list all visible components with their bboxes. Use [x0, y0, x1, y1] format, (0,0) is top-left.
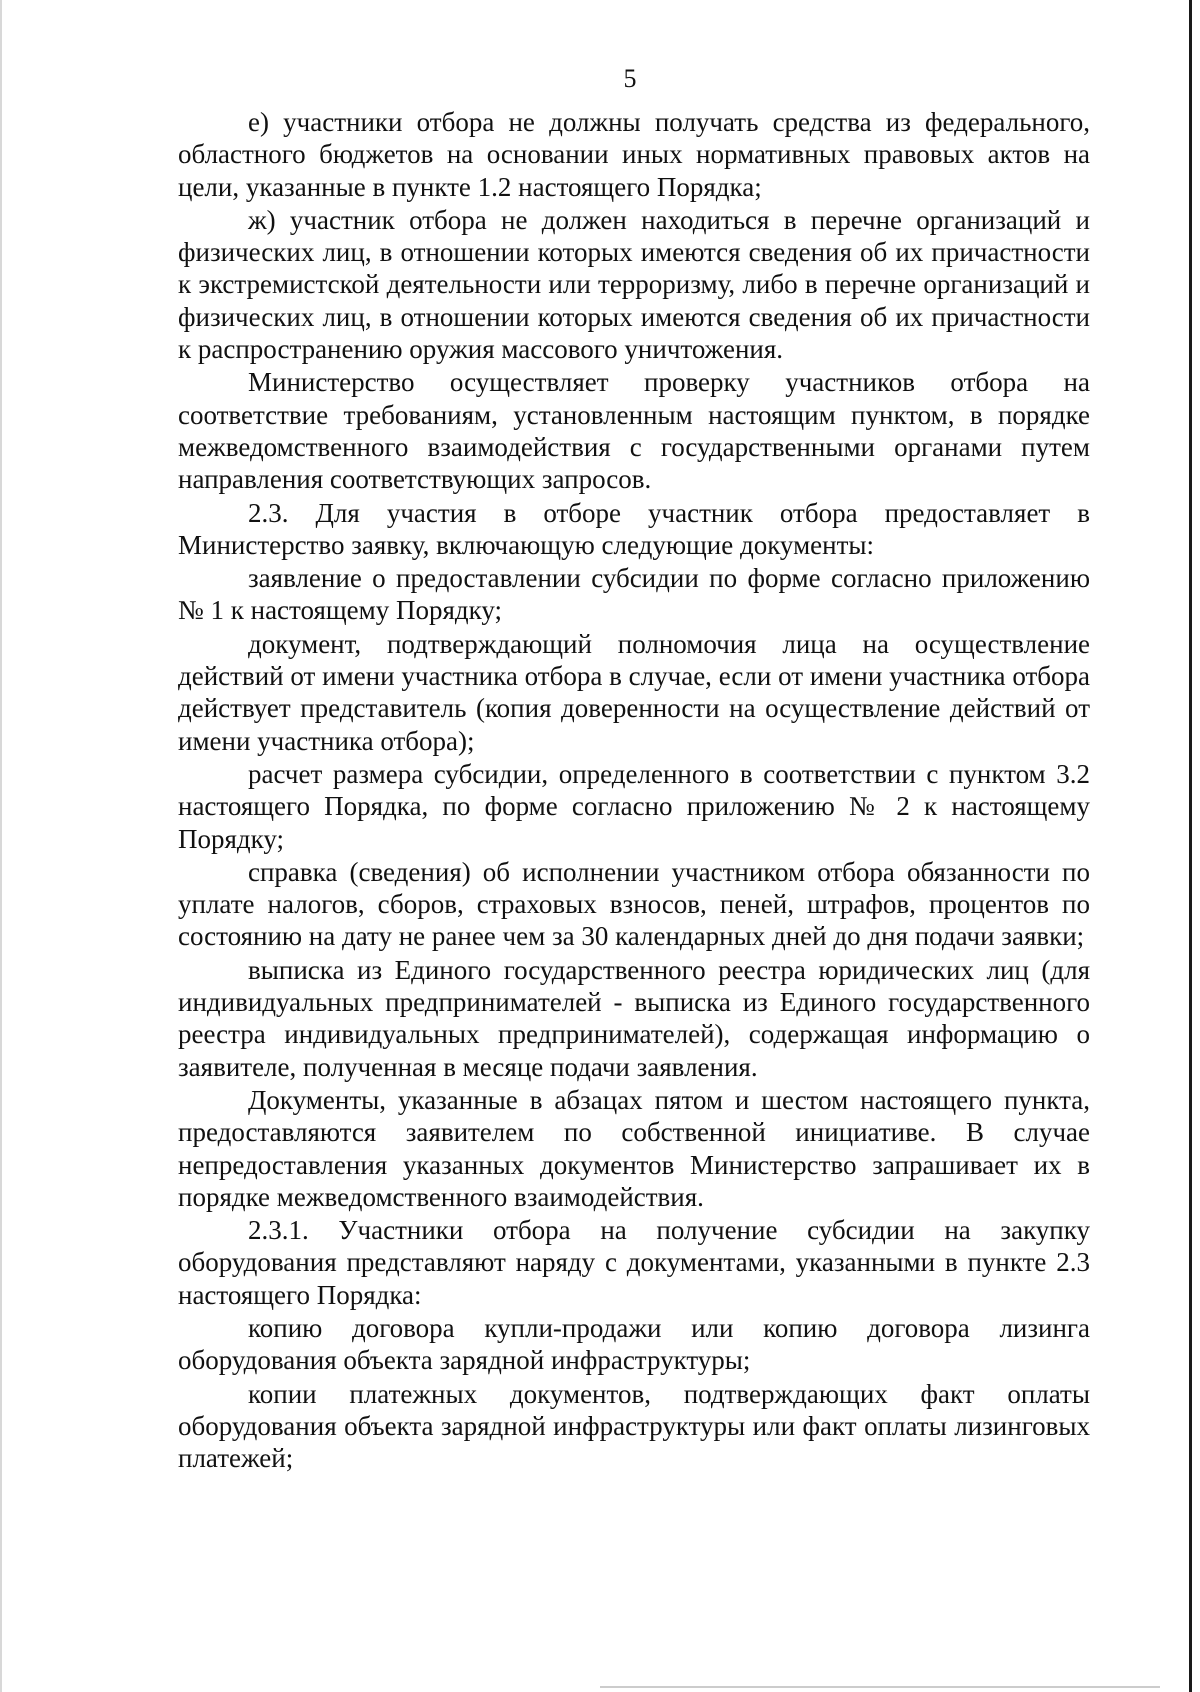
- paragraph-authority-document: документ, подтверждающий полномочия лица на осуществление действий от имени участника отбора в случае, если от имени участника отбора действует представитель (копия доверенности на осуществление действий от имени участника отбора);: [178, 628, 1090, 756]
- paragraph-registry-extract: выписка из Единого государственного реестра юридических лиц (для индивидуальных предпринимателей - выписка из Единого государственного реестра индивидуальных предпринимателей), содержащая информацию о заявителе, полученная в месяце подачи заявления.: [178, 954, 1090, 1082]
- scan-left-edge: [0, 0, 2, 1692]
- paragraph-ministry-check: Министерство осуществляет проверку участников отбора на соответствие требованиям, установленным настоящим пунктом, в порядке межведомственного взаимодействия с государственными органами путем направления соответствующих запросов.: [178, 367, 1090, 495]
- scan-bottom-edge: [600, 1686, 1160, 1688]
- paragraph-e: е) участники отбора не должны получать средства из федерального, областного бюджетов на основании иных нормативных правовых актов на цели, указанные в пункте 1.2 настоящего Порядка;: [178, 107, 1090, 202]
- scan-right-edge: [1189, 0, 1192, 1692]
- paragraph-tax-certificate: справка (сведения) об исполнении участником отбора обязанности по уплате налогов, сборов, страховых взносов, пеней, штрафов, процентов по состоянию на дату не ранее чем за 30 календарных дней до дня подачи заявки;: [178, 856, 1090, 952]
- paragraph-2-3-1: 2.3.1. Участники отбора на получение субсидии на закупку оборудования представляют наряду с документами, указанными в пункте 2.3 настоящего Порядка:: [178, 1215, 1090, 1310]
- paragraph-zh: ж) участник отбора не должен находиться в перечне организаций и физических лиц, в отношении которых имеются сведения об их причастности к экстремистской деятельности или терроризму, либо в перечне организаций и физических лиц, в отношении которых имеются сведения об их причастности к распространению оружия массового уничтожения.: [178, 204, 1090, 365]
- paragraph-application: заявление о предоставлении субсидии по форме согласно приложению № 1 к настоящему Порядку;: [178, 563, 1090, 626]
- paragraph-payment-copies: копии платежных документов, подтверждающих факт оплаты оборудования объекта зарядной инфраструктуры или факт оплаты лизинговых платежей;: [178, 1378, 1090, 1474]
- paragraph-contract-copy: копию договора купли-продажи или копию договора лизинга оборудования объекта зарядной инфраструктуры;: [178, 1312, 1090, 1376]
- document-body: [178, 106, 1090, 1475]
- page-number: 5: [623, 64, 637, 93]
- paragraph-2-3: 2.3. Для участия в отборе участник отбора предоставляет в Министерство заявку, включающую следующие документы:: [178, 497, 1090, 560]
- paragraph-subsidy-calculation: расчет размера субсидии, определенного в соответствии с пунктом 3.2 настоящего Порядка, по форме согласно приложению № 2 к настоящему Порядку;: [178, 758, 1090, 854]
- paragraph-own-initiative: Документы, указанные в абзацах пятом и шестом настоящего пункта, предоставляются заявителем по собственной инициативе. В случае непредоставления указанных документов Министерство запрашивает их в порядке межведомственного взаимодействия.: [178, 1084, 1090, 1212]
